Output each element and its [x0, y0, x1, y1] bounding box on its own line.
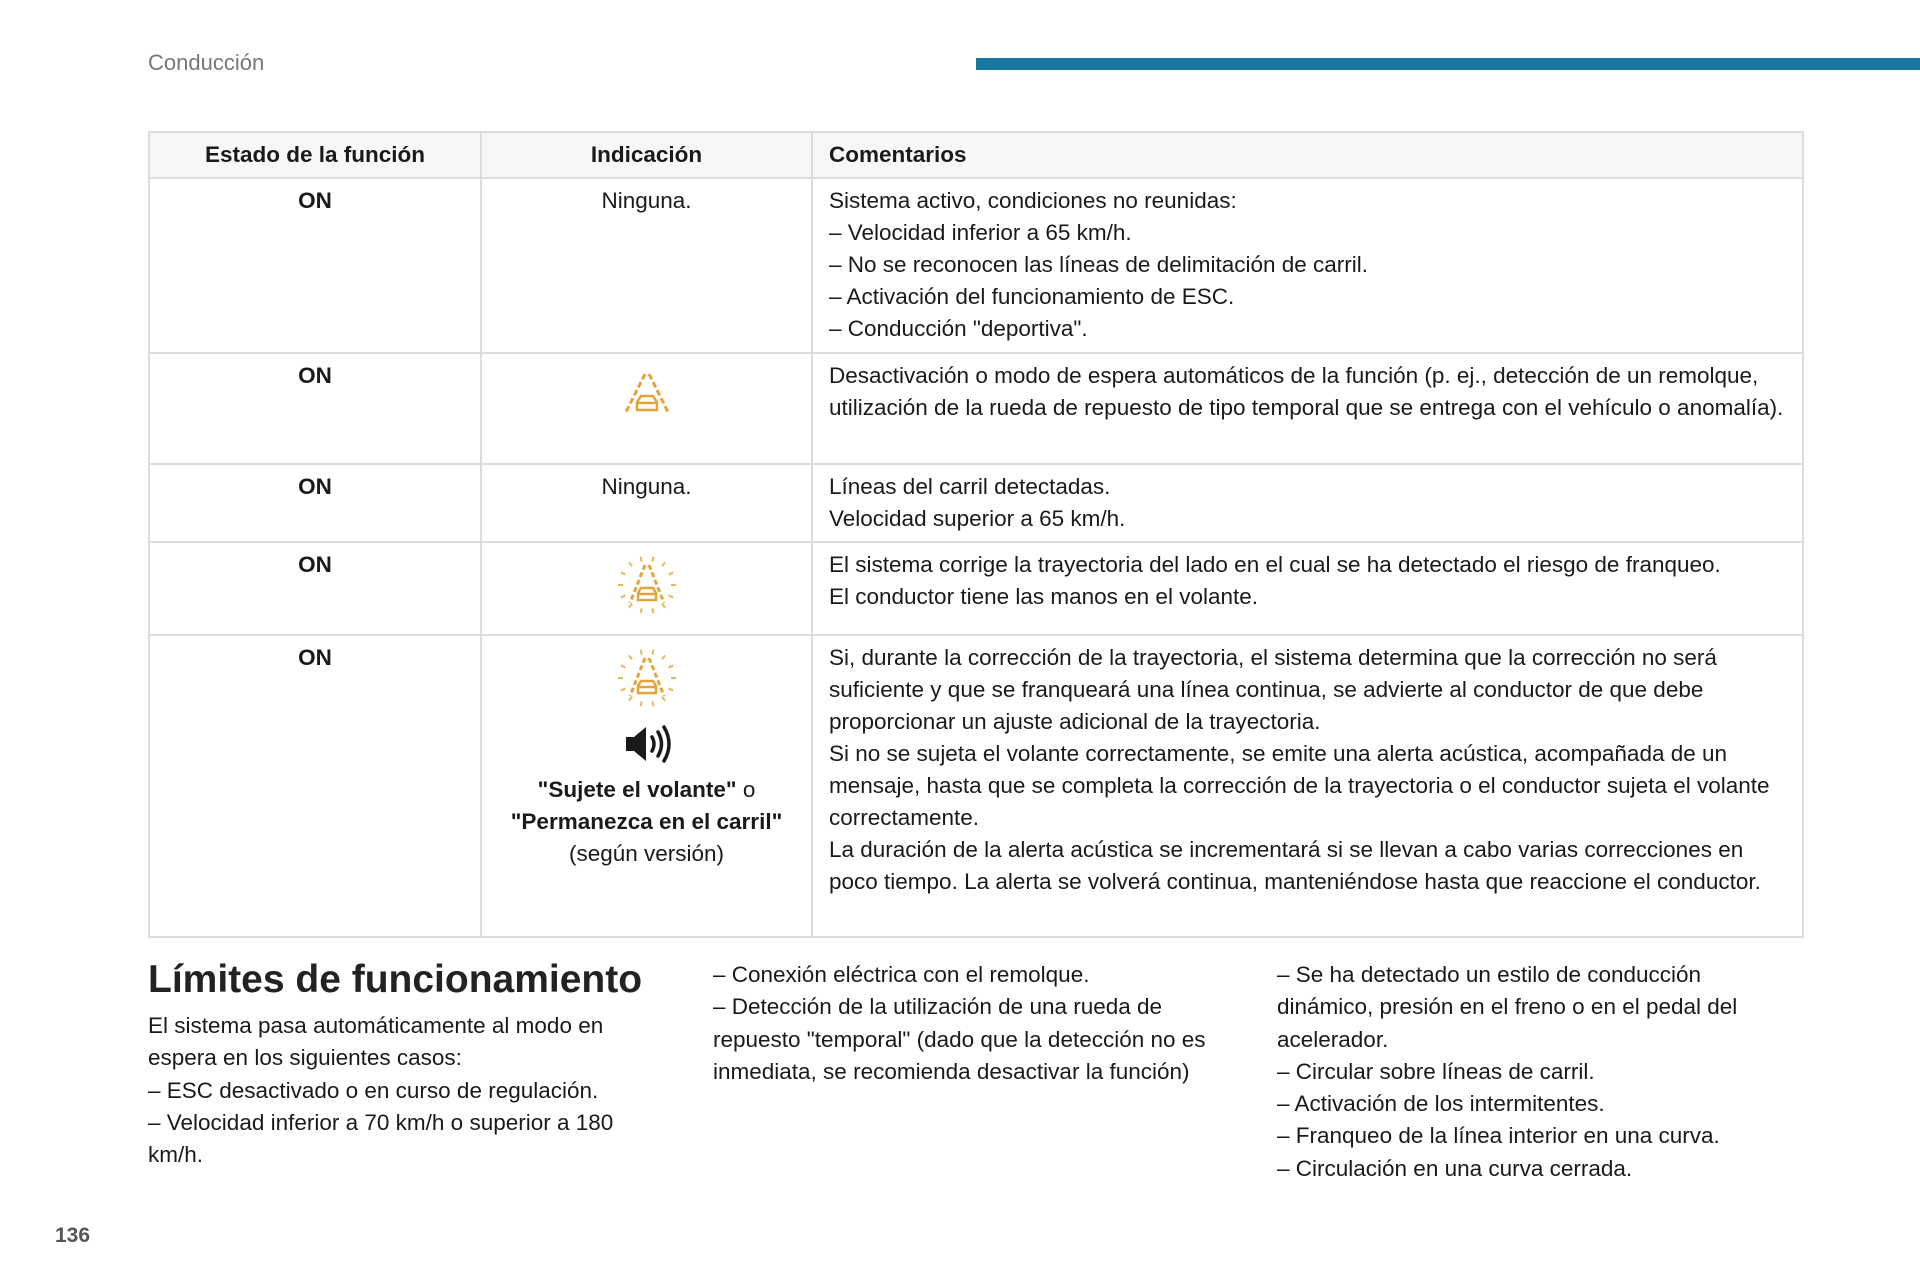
section-accent-bar: [976, 58, 1920, 70]
page-number: 136: [55, 1224, 91, 1247]
limits-item: – Se ha detectado un estilo de conducción dinámico, presión en el freno o en el pedal del acelerador.: [1277, 962, 1738, 1052]
limits-item: – Activación de los intermitentes.: [1277, 1091, 1605, 1117]
table-row: [149, 464, 1803, 542]
limits-item: – Velocidad inferior a 70 km/h o superior a 180 km/h.: [148, 1109, 614, 1168]
comments-cell: [812, 542, 1803, 635]
state-cell: ON: [149, 635, 481, 937]
comment-line: – No se reconocen las líneas de delimitación de carril.: [829, 252, 1369, 277]
limits-item: – Conexión eléctrica con el remolque.: [713, 962, 1090, 987]
comment-line: El sistema corrige la trayectoria del lado en el cual se ha detectado el riesgo de franqueo.: [829, 552, 1721, 577]
indication-cell: [481, 353, 812, 464]
state-cell: ON: [149, 353, 481, 464]
comment-line: Desactivación o modo de espera automáticos de la función (p. ej., detección de un remolque, utilización de la rueda de repuesto de tipo temporal que se entrega con el vehículo o anomalía).: [829, 363, 1784, 420]
limits-column-2: [713, 959, 1213, 1088]
indication-cell: Ninguna.: [481, 464, 812, 542]
limits-column-1: [148, 1010, 648, 1171]
comment-line: Sistema activo, condiciones no reunidas:: [829, 188, 1237, 213]
section-title: Conducción: [148, 50, 265, 75]
comment-line: – Activación del funcionamiento de ESC.: [829, 284, 1235, 309]
header-state: Estado de la función: [149, 132, 481, 178]
comments-cell: [812, 635, 1803, 937]
indication-cell: Ninguna.: [481, 178, 812, 353]
state-cell: ON: [149, 542, 481, 635]
comment-line: Velocidad superior a 65 km/h.: [829, 506, 1126, 531]
state-cell: ON: [149, 178, 481, 353]
comment-line: La duración de la alerta acústica se incrementará si se llevan a cabo varias correcciones en poco tiempo. La alerta se volverá continua, manteniéndose hasta que reaccione el conductor.: [829, 837, 1761, 894]
comment-line: Si, durante la corrección de la trayectoria, el sistema determina que la corrección no será suficiente y que se franqueará una línea continua, se advierte al conductor de que debe proporcionar un ajuste adicional de la trayectoria.: [829, 645, 1717, 734]
limits-item: – ESC desactivado o en curso de regulación.: [148, 1077, 599, 1103]
message-stay-lane: "Permanezca en el carril": [510, 809, 783, 834]
comments-cell: [812, 464, 1803, 542]
comments-cell: [812, 353, 1803, 464]
limits-text: El sistema pasa automáticamente al modo en espera en los siguientes casos:: [148, 1013, 604, 1071]
speaker-icon: [622, 724, 672, 764]
limits-item: – Franqueo de la línea interior en una curva.: [1277, 1123, 1720, 1149]
lane-assist-active-icon: [615, 553, 679, 617]
comment-line: Si no se sujeta el volante correctamente, se emite una alerta acústica, acompañada de un mensaje, hasta que se completa la corrección de la trayectoria o el conductor sujeta el volante correctamente.: [829, 741, 1770, 830]
table-row: [149, 542, 1803, 635]
limits-item: – Circular sobre líneas de carril.: [1277, 1058, 1595, 1084]
alert-message: [498, 774, 795, 870]
header-indication: Indicación: [481, 132, 812, 178]
comment-line: – Conducción "deportiva".: [829, 316, 1088, 341]
header-comments: Comentarios: [812, 132, 1803, 178]
limits-item: – Detección de la utilización de una rueda de repuesto "temporal" (dado que la detección no es inmediata, se recomienda desactivar la función): [713, 994, 1206, 1084]
table-row: [149, 353, 1803, 464]
limits-heading: Límites de funcionamiento: [148, 958, 643, 1001]
lane-assist-active-icon: [615, 646, 679, 710]
comment-line: El conductor tiene las manos en el volante.: [829, 584, 1259, 609]
indication-cell: [481, 635, 812, 937]
lane-assist-warning-icon: [619, 370, 675, 418]
message-keep-hands: "Sujete el volante": [537, 777, 737, 802]
message-or: o: [736, 777, 756, 802]
table-row: [149, 635, 1803, 937]
indication-cell: [481, 542, 812, 635]
function-status-table: [148, 131, 1804, 938]
table-row: [149, 178, 1803, 353]
limits-item: – Circulación en una curva cerrada.: [1277, 1155, 1633, 1181]
message-note: (según versión): [568, 841, 725, 866]
comments-cell: [812, 178, 1803, 353]
table-header-row: [149, 132, 1803, 178]
comment-line: – Velocidad inferior a 65 km/h.: [829, 220, 1132, 245]
state-cell: ON: [149, 464, 481, 542]
limits-column-3: [1277, 959, 1797, 1185]
comment-line: Líneas del carril detectadas.: [829, 474, 1111, 499]
